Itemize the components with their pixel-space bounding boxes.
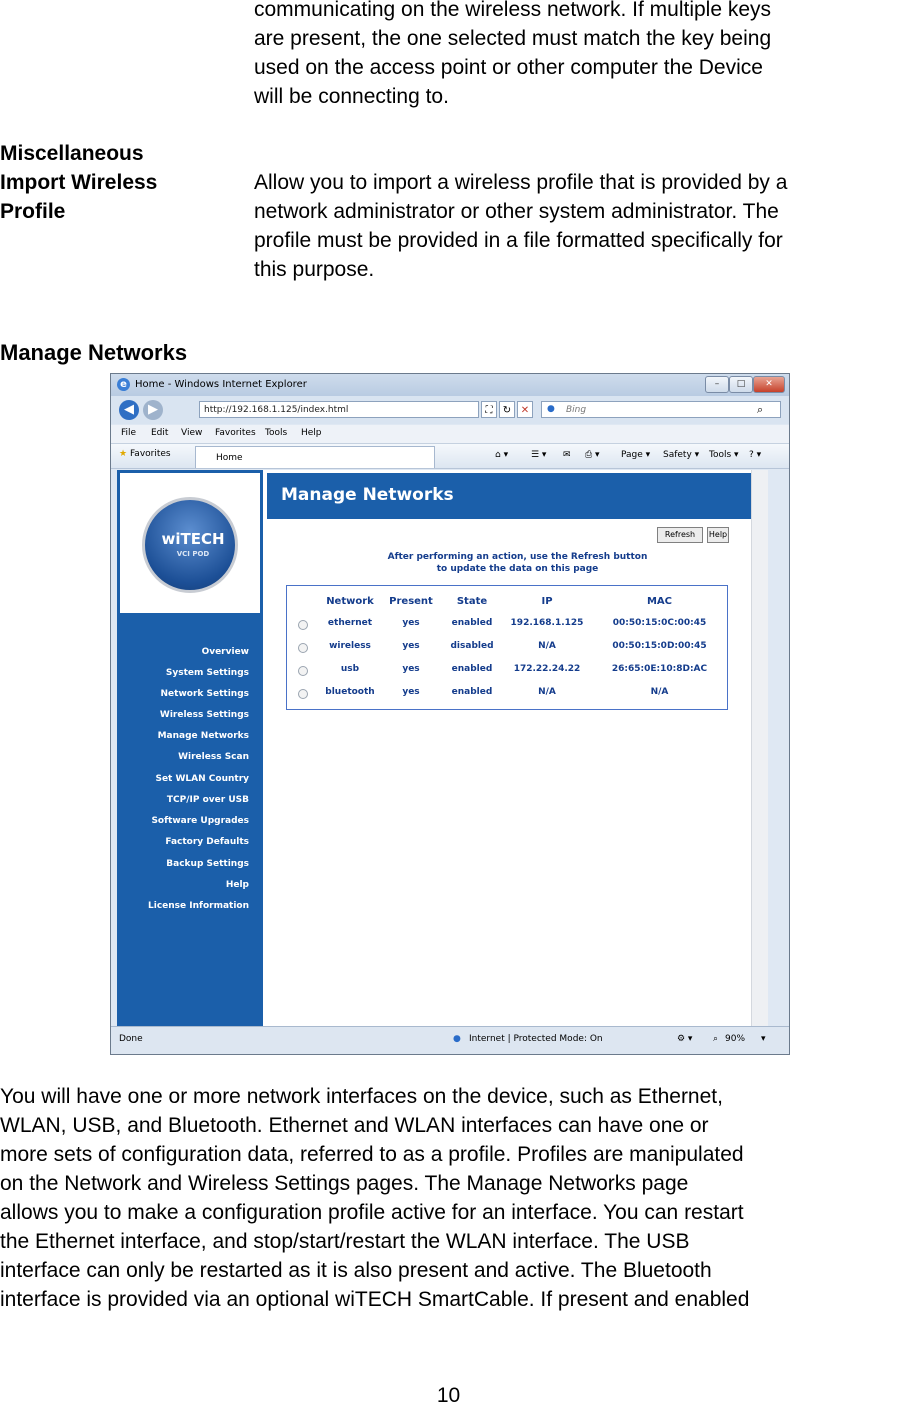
text-line: communicating on the wireless network. If multiple keys	[254, 0, 772, 21]
nav-factory-defaults[interactable]: Factory Defaults	[165, 837, 249, 847]
forward-icon[interactable]: ▶	[143, 400, 163, 420]
text-line: interface is provided via an optional wiTECH SmartCable. If present and enabled	[0, 1288, 750, 1311]
paragraph-wireless-keys	[254, 0, 771, 111]
menu-edit[interactable]: Edit	[151, 428, 169, 438]
page-menu[interactable]: Page ▾	[621, 450, 651, 460]
cell-state: enabled	[451, 664, 493, 674]
nav-license-information[interactable]: License Information	[148, 901, 249, 911]
tab-home[interactable]: Home	[195, 446, 435, 468]
menu-favorites[interactable]: Favorites	[215, 428, 256, 438]
cell-network: ethernet	[327, 618, 373, 628]
cell-mac: N/A	[650, 687, 669, 697]
refresh-note: After performing an action, use the Refresh button	[387, 552, 648, 562]
help-icon[interactable]: ? ▾	[749, 450, 762, 460]
ie-icon: e	[117, 378, 130, 391]
row-radio[interactable]	[298, 666, 308, 676]
misc-description	[254, 168, 787, 284]
favorites-button[interactable]	[119, 449, 171, 459]
term-line: Miscellaneous	[0, 142, 144, 165]
misc-term	[0, 139, 157, 226]
page-number: 10	[436, 1384, 461, 1407]
refresh-icon[interactable]: ↻	[499, 401, 515, 418]
zoom-icon[interactable]: ⌕	[713, 1034, 719, 1044]
favorites-bar	[111, 444, 789, 469]
text-line: You will have one or more network interfaces on the device, such as Ethernet,	[0, 1085, 723, 1108]
print-icon[interactable]: ⎙ ▾	[585, 450, 600, 460]
cell-ip: N/A	[538, 641, 556, 651]
protected-mode-icon[interactable]: ⚙ ▾	[677, 1034, 693, 1044]
cell-ip: 192.168.1.125	[510, 618, 584, 628]
close-button[interactable]: ✕	[753, 376, 785, 393]
nav-set-wlan-country[interactable]: Set WLAN Country	[155, 774, 249, 784]
help-button[interactable]: Help	[707, 527, 729, 543]
nav-wireless-settings[interactable]: Wireless Settings	[159, 710, 249, 720]
search-input[interactable]: Bing	[541, 401, 781, 418]
menu-bar	[111, 425, 789, 444]
cell-network: wireless	[329, 641, 371, 651]
vertical-scrollbar[interactable]	[751, 470, 768, 1027]
cell-present: yes	[402, 687, 420, 697]
page-header	[267, 473, 768, 519]
safety-menu[interactable]: Safety ▾	[663, 450, 700, 460]
text-line: are present, the one selected must match the key being	[254, 27, 772, 50]
witech-logo	[142, 497, 238, 593]
nav-help[interactable]: Help	[225, 880, 249, 890]
status-text: Done	[119, 1034, 143, 1044]
zoom-dropdown-icon[interactable]: ▾	[761, 1034, 766, 1044]
nav-overview[interactable]: Overview	[201, 647, 249, 657]
cell-mac: 26:65:0E:10:8D:AC	[611, 664, 708, 674]
refresh-button[interactable]: Refresh	[657, 527, 703, 543]
column-header: IP	[541, 596, 553, 607]
tools-menu[interactable]: Tools ▾	[709, 450, 739, 460]
zoom-level[interactable]: 90%	[725, 1034, 746, 1044]
cell-state: enabled	[451, 687, 493, 697]
web-content	[117, 470, 768, 1027]
section-heading: Manage Networks	[0, 340, 188, 365]
text-line: will be connecting to.	[254, 85, 449, 108]
logo-box	[120, 473, 260, 613]
cell-present: yes	[402, 618, 420, 628]
browser-screenshot	[110, 373, 790, 1055]
logo-subtext: VCI POD	[176, 550, 210, 558]
cell-ip: 172.22.24.22	[513, 664, 581, 674]
term-line: Import Wireless	[0, 171, 158, 194]
text-line: used on the access point or other computer the Device	[254, 56, 763, 79]
column-header: Present	[389, 596, 433, 607]
networks-table	[286, 585, 728, 710]
menu-file[interactable]: File	[121, 428, 137, 438]
refresh-note: to update the data on this page	[436, 564, 599, 574]
mail-icon[interactable]: ✉	[563, 450, 571, 460]
body-paragraph	[0, 1082, 749, 1314]
column-header: Network	[326, 596, 374, 607]
column-header: MAC	[646, 596, 673, 607]
nav-network-settings[interactable]: Network Settings	[160, 689, 249, 699]
row-radio[interactable]	[298, 643, 308, 653]
text-line: the Ethernet interface, and stop/start/restart the WLAN interface. The USB	[0, 1230, 690, 1253]
text-line: Allow you to import a wireless profile that is provided by a	[254, 171, 788, 194]
bing-icon: ●	[547, 404, 555, 414]
favorites-label: Favorites	[129, 449, 171, 459]
text-line: this purpose.	[254, 258, 375, 281]
menu-help[interactable]: Help	[301, 428, 322, 438]
cell-mac: 00:50:15:0C:00:45	[612, 618, 707, 628]
text-line: WLAN, USB, and Bluetooth. Ethernet and WLAN interfaces can have one or	[0, 1114, 709, 1137]
nav-manage-networks[interactable]: Manage Networks	[157, 731, 249, 741]
cell-ip: N/A	[538, 687, 556, 697]
nav-wireless-scan[interactable]: Wireless Scan	[178, 752, 249, 762]
menu-view[interactable]: View	[181, 428, 203, 438]
compatibility-icon[interactable]: ⛶	[481, 401, 497, 418]
globe-icon: ●	[453, 1034, 461, 1044]
left-nav-panel	[117, 470, 263, 1027]
nav-tcpip-over-usb[interactable]: TCP/IP over USB	[166, 795, 249, 805]
title-bar	[111, 374, 789, 396]
maximize-button[interactable]: □	[729, 376, 753, 393]
cell-present: yes	[402, 641, 420, 651]
address-row	[111, 396, 789, 424]
star-icon: ★	[119, 449, 128, 459]
nav-backup-settings[interactable]: Backup Settings	[166, 859, 249, 869]
row-radio[interactable]	[298, 620, 308, 630]
cell-network: bluetooth	[325, 687, 375, 697]
window-title: Home - Windows Internet Explorer	[135, 379, 307, 390]
menu-tools[interactable]: Tools	[265, 428, 288, 438]
search-icon[interactable]: ⌕	[757, 403, 764, 416]
cell-state: enabled	[451, 618, 493, 628]
text-line: more sets of configuration data, referred to as a profile. Profiles are manipulated	[0, 1143, 744, 1166]
cell-state: disabled	[450, 641, 494, 651]
cell-mac: 00:50:15:0D:00:45	[612, 641, 707, 651]
stop-icon[interactable]: ✕	[517, 401, 533, 418]
row-radio[interactable]	[298, 689, 308, 699]
feeds-icon[interactable]: ☰ ▾	[531, 450, 547, 460]
text-line: interface can only be restarted as it is also present and active. The Bluetooth	[0, 1259, 712, 1282]
nav-system-settings[interactable]: System Settings	[165, 668, 249, 678]
security-zone: Internet | Protected Mode: On	[469, 1034, 603, 1044]
status-bar	[111, 1026, 789, 1054]
text-line: network administrator or other system administrator. The	[254, 200, 779, 223]
page-title: Manage Networks	[281, 485, 454, 505]
address-input[interactable]: http://192.168.1.125/index.html	[199, 401, 479, 418]
logo-text: wiTECH	[161, 530, 225, 548]
cell-network: usb	[340, 664, 360, 674]
cell-present: yes	[402, 664, 420, 674]
home-icon[interactable]: ⌂ ▾	[495, 450, 509, 460]
nav-software-upgrades[interactable]: Software Upgrades	[151, 816, 249, 826]
text-line: on the Network and Wireless Settings pages. The Manage Networks page	[0, 1172, 689, 1195]
term-line: Profile	[0, 200, 66, 223]
back-icon[interactable]: ◀	[119, 400, 139, 420]
column-header: State	[456, 596, 488, 607]
text-line: profile must be provided in a file formatted specifically for	[254, 229, 783, 252]
minimize-button[interactable]: –	[705, 376, 729, 393]
text-line: allows you to make a configuration profile active for an interface. You can restart	[0, 1201, 744, 1224]
